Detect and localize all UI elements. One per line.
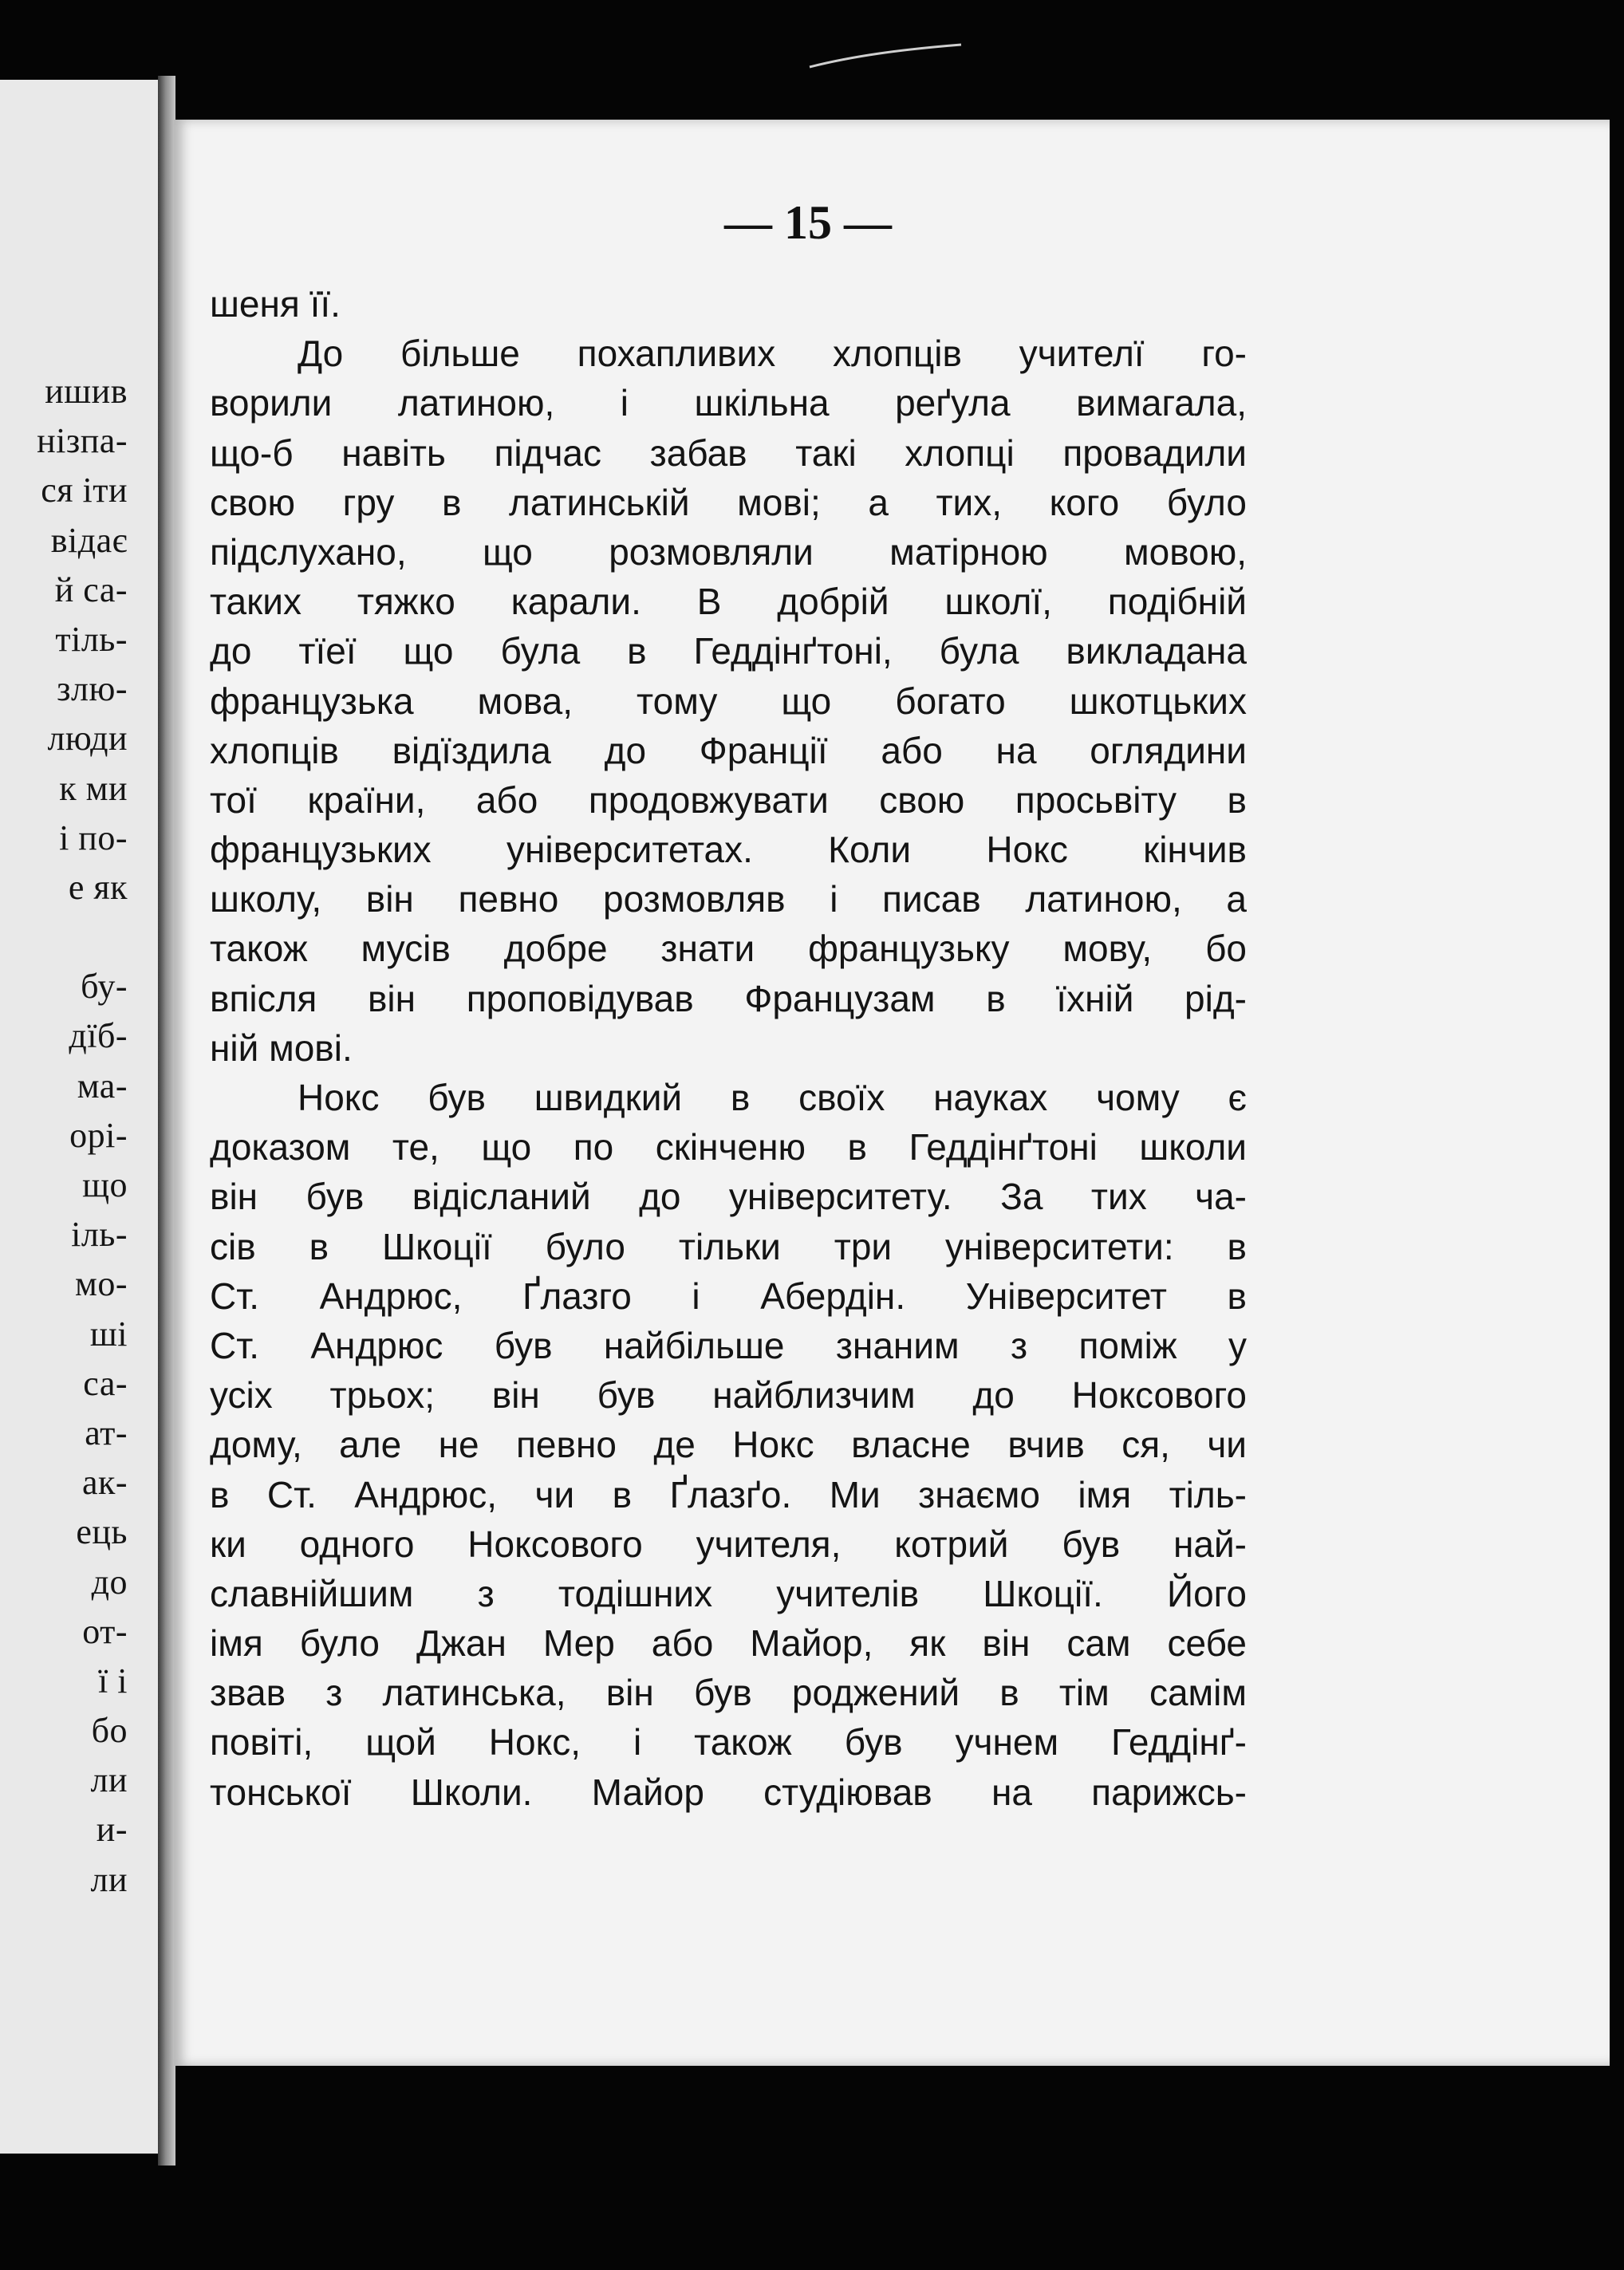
text-line: сів в Шкоції було тільки три університети: в <box>210 1225 1247 1267</box>
adjacent-line: ишив <box>45 372 128 411</box>
text-line: підслухано, що розмовляли матірною мовою, <box>210 530 1247 573</box>
adjacent-line: ї і <box>98 1661 128 1701</box>
text-line: дому, але не певно де Нокс власне вчив ся, чи <box>210 1424 1247 1466</box>
text-line: тонської Школи. Майор студіював на парижсь- <box>210 1771 1247 1813</box>
adjacent-line: люди <box>47 719 128 759</box>
adjacent-line: й са- <box>54 569 128 609</box>
adjacent-line: іль- <box>71 1215 128 1255</box>
adjacent-line: ли <box>90 1859 128 1899</box>
adjacent-line: що <box>82 1165 128 1204</box>
text-line: школу, він певно розмовляв і писав латиною, а <box>210 878 1247 920</box>
text-line: в Ст. Андрюс, чи в Ґлазґо. Ми знаємо імя тіль- <box>210 1473 1247 1515</box>
text-line: звав з латинська, він був роджений в тім самім <box>210 1672 1247 1714</box>
text-line: усіх трьох; він був найблизчим до Ноксового <box>210 1374 1247 1417</box>
adjacent-line: ся іти <box>41 471 128 510</box>
adjacent-line: ат- <box>85 1413 128 1452</box>
text-line: тої країни, або продовжувати свою просьвіту в <box>210 778 1247 821</box>
text-line: Ст. Андрюс, Ґлазго і Абердін. Університет в <box>210 1275 1247 1317</box>
text-line: свою гру в латинській мові; а тих, кого було <box>210 481 1247 523</box>
page-body-text <box>210 279 1247 1817</box>
adjacent-line: ші <box>89 1314 128 1354</box>
text-line: славнійшим з тодішних учителів Шкоції. Його <box>210 1572 1247 1614</box>
text-line: впісля він проповідував Французам в їхній рід- <box>210 977 1247 1019</box>
text-line: ки одного Ноксового учителя, котрий був най- <box>210 1523 1247 1565</box>
adjacent-line: са- <box>83 1363 128 1403</box>
text-line: ній мові. <box>210 1027 353 1069</box>
text-line: французьких університетах. Коли Нокс кінчив <box>210 829 1247 871</box>
adjacent-line: и- <box>96 1810 128 1850</box>
adjacent-line: от- <box>82 1611 128 1651</box>
adjacent-line: орі- <box>69 1115 128 1155</box>
text-line: він був відісланий до університету. За тих ча- <box>210 1176 1247 1218</box>
text-line: таких тяжко карали. В добрій школї, подібній <box>210 581 1247 623</box>
adjacent-line: відає <box>50 520 128 560</box>
text-line: ворили латиною, і шкільна реґула вимагала, <box>210 382 1247 424</box>
adjacent-line: ак- <box>81 1463 128 1503</box>
text-line: шеня її. <box>210 283 341 325</box>
adjacent-page-left <box>0 80 160 2154</box>
adjacent-line: нізпа- <box>37 421 128 461</box>
scan-scratch-mark <box>806 41 965 73</box>
text-line: Нокс був швидкий в своїх науках чому є <box>298 1077 1247 1118</box>
adjacent-line: бу- <box>81 967 128 1007</box>
adjacent-line: ець <box>76 1512 128 1552</box>
adjacent-line: і по- <box>59 818 128 857</box>
book-gutter <box>158 76 175 2166</box>
text-line: імя було Джан Мер або Майор, як він сам себе <box>210 1622 1247 1665</box>
adjacent-page-text <box>0 367 128 1905</box>
adjacent-line: дїб- <box>69 1016 128 1056</box>
text-line: повіті, щой Нокс, і також був учнем Геддінґ- <box>210 1721 1247 1764</box>
adjacent-line: бо <box>91 1711 128 1751</box>
adjacent-line: тіль- <box>55 619 128 659</box>
page-number: — 15 — <box>724 196 892 249</box>
adjacent-line <box>0 912 128 962</box>
text-line: До більше похапливих хлопців учителї го- <box>298 333 1247 375</box>
adjacent-line: злю- <box>57 669 128 709</box>
adjacent-line: мо- <box>75 1264 128 1304</box>
text-line: хлопців відїздила до Франції або на оглядини <box>210 729 1247 771</box>
text-line: доказом те, що по скінченю в Геддінґтоні школи <box>210 1126 1247 1168</box>
text-line: що-б навіть підчас забав такі хлопці провадили <box>210 432 1247 474</box>
adjacent-line: ма- <box>77 1066 128 1105</box>
adjacent-line: ли <box>90 1760 128 1800</box>
text-line: Ст. Андрюс був найбільше знаним з поміж у <box>210 1324 1247 1366</box>
text-line: французька мова, тому що богато шкотцьких <box>210 680 1247 722</box>
book-page <box>174 120 1610 2066</box>
adjacent-line: до <box>91 1562 128 1602</box>
adjacent-line: е як <box>68 867 128 907</box>
text-line: також мусів добре знати французьку мову, бо <box>210 928 1247 970</box>
text-line: до тїеї що була в Геддінґтоні, була викладана <box>210 630 1247 672</box>
adjacent-line: к ми <box>59 768 128 808</box>
